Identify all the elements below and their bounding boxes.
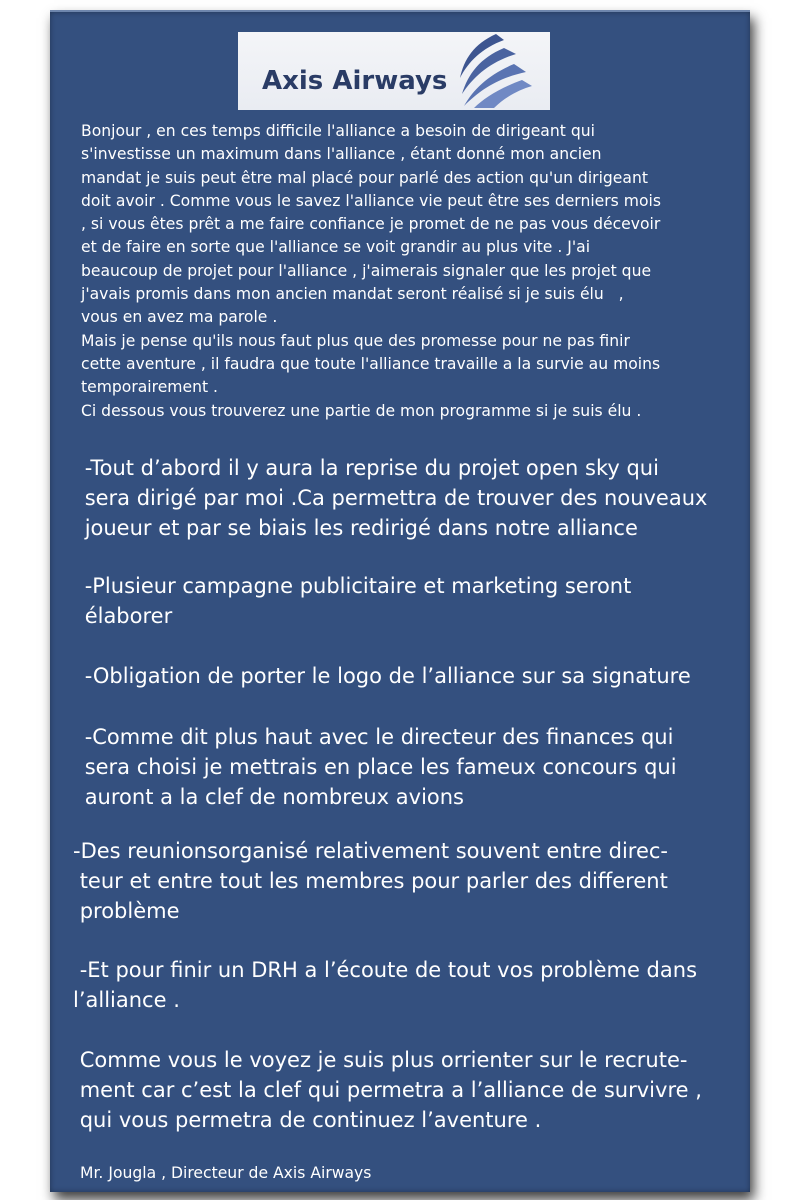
program-item-concours: -Comme dit plus haut avec le directeur des finances qui sera choisi je mettrais en place les fameux concours qui auront a la clef de nombreux avions — [84, 725, 677, 809]
axis-airways-logo — [238, 32, 550, 110]
wing-stripes-icon — [434, 34, 534, 108]
program-item-campagne: -Plusieur campagne publicitaire et marketing seront élaborer — [84, 574, 632, 628]
program-item-drh: -Et pour finir un DRH a l’écoute de tout vos problème dans l’alliance . — [73, 958, 698, 1012]
program-item-logo: -Obligation de porter le logo de l’alliance sur sa signature — [78, 664, 691, 688]
program-item-reunions: -Des reunionsorganisé relativement souvent entre direc- teur et entre tout les membres pour parler des different problème — [73, 839, 669, 923]
program-item-open-sky: -Tout d’abord il y aura la reprise du projet open sky qui sera dirigé par moi .Ca permettra de trouver des nouveaux joueur et par se biais les redirigé dans notre alliance — [84, 456, 708, 540]
intro-paragraph: Bonjour , en ces temps difficile l'alliance a besoin de dirigeant qui s'investisse un maximum dans l'alliance , étant donné mon ancien mandat je suis peut être mal placé pour parlé des action qu'un dirigeant doit avoir . Comme vous le savez l'alliance vie peut être ses derniers mois , si vous êtes prêt a me faire confiance je promet de ne pas vous décevoir et de faire en sorte que l'alliance se voit grandir au plus vite . J'ai beaucoup de projet pour l'alliance , j'aimerais signaler que les projet que j'avais promis dans mon ancien mandat seront réalisé si je suis élu , vous en avez ma parole . Mais je pense qu'ils nous faut plus que des promesse pour ne pas finir cette aventure , il faudra que toute l'alliance travaille a la survie au moins temporairement . Ci dessous vous trouverez une partie de mon programme si je suis élu . — [81, 122, 661, 420]
logo-text: Axis Airways — [262, 66, 448, 96]
conclusion-paragraph: Comme vous le voyez je suis plus orrienter sur le recrute- ment car c’est la clef qui permetra a l’alliance de survivre , qui vous permetra de continuez l’aventure . — [79, 1048, 702, 1132]
signature: Mr. Jougla , Directeur de Axis Airways — [80, 1164, 372, 1182]
